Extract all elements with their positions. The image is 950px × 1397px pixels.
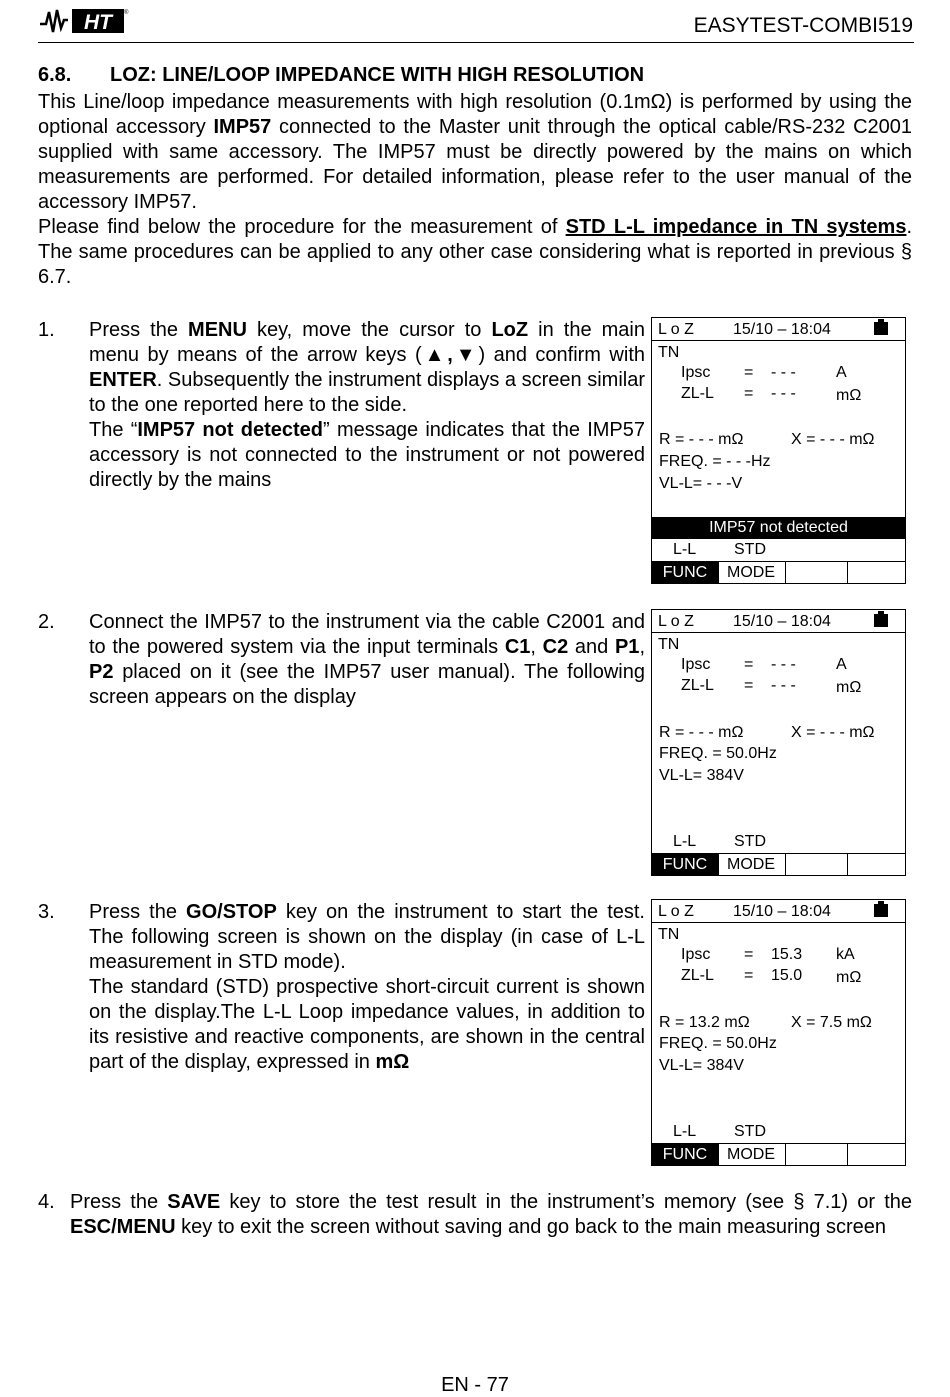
display-function: L o Z bbox=[658, 903, 694, 920]
ipsc-value: - - - bbox=[771, 656, 796, 673]
system-type: TN bbox=[658, 926, 680, 943]
ipsc-unit: kA bbox=[836, 946, 855, 963]
step-1-p2-text-a: The “ bbox=[89, 419, 138, 441]
step-2-bold-a: C1 bbox=[504, 636, 531, 658]
step-2-text-a: Connect the IMP57 to the instrument via the cable C2001 and to the powered system via the input terminals bbox=[89, 611, 645, 658]
instrument-display-2 bbox=[651, 609, 906, 876]
step-number: 1. bbox=[38, 319, 55, 341]
intro-paragraph-2 bbox=[38, 215, 912, 290]
intro-p1-text: This Line/loop impedance measurements with high resolution (0.1mΩ) is performed by using the optional accessory bbox=[38, 91, 912, 138]
step-2-bold-d: P2 bbox=[89, 661, 114, 683]
empty-softkey bbox=[786, 562, 848, 583]
ipsc-label: Ipsc bbox=[681, 946, 711, 963]
empty-softkey bbox=[848, 1144, 907, 1165]
display-header bbox=[652, 610, 905, 633]
step-4-bold-b: ESC/MENU bbox=[70, 1216, 176, 1238]
step-number: 4. bbox=[38, 1191, 55, 1213]
step-1-bold-d: ENTER bbox=[89, 369, 157, 391]
step-2-text-c: and bbox=[568, 636, 615, 658]
step-4-text-c: key to exit the screen without saving and go back to the main measuring screen bbox=[175, 1216, 886, 1238]
intro-p2-text: Please find below the procedure for the measurement of bbox=[38, 216, 566, 238]
step-1-text-b: key, move the cursor to bbox=[246, 319, 492, 341]
zl-value: - - - bbox=[771, 677, 796, 694]
intro-p1-bold: IMP57 bbox=[213, 116, 272, 138]
measurement-type: L-L bbox=[673, 541, 697, 558]
imp57-not-detected-banner: IMP57 not detected bbox=[652, 517, 905, 539]
voltage-value: VL-L= 384V bbox=[659, 1057, 744, 1074]
equals-sign: = bbox=[744, 656, 754, 673]
step-3-p2-bold: mΩ bbox=[375, 1051, 410, 1073]
equals-sign: = bbox=[744, 967, 754, 984]
ipsc-unit: A bbox=[836, 656, 847, 673]
display-header bbox=[652, 900, 905, 923]
display-function: L o Z bbox=[658, 321, 694, 338]
display-datetime: 15/10 – 18:04 bbox=[733, 903, 831, 920]
measurement-mode: STD bbox=[734, 833, 766, 850]
step-number: 3. bbox=[38, 901, 55, 923]
resistance-value: R = - - - mΩ bbox=[659, 724, 744, 741]
intro-p2-text-end: . The same procedures can be applied to any other case considering what is reported in previous § 6.7. bbox=[38, 216, 913, 288]
display-datetime: 15/10 – 18:04 bbox=[733, 613, 831, 630]
voltage-value: VL-L= - - -V bbox=[659, 475, 743, 492]
zl-value: - - - bbox=[771, 385, 796, 402]
instrument-display-1 bbox=[651, 317, 906, 584]
intro-p2-underlined: STD L-L impedance in TN systems bbox=[565, 216, 907, 238]
empty-softkey bbox=[848, 854, 907, 875]
step-1-bold-a: MENU bbox=[188, 319, 247, 341]
equals-sign: = bbox=[744, 364, 754, 381]
step-2-bold-c: P1 bbox=[614, 636, 640, 658]
intro-text bbox=[38, 90, 912, 290]
ipsc-value: - - - bbox=[771, 364, 796, 381]
display-function: L o Z bbox=[658, 613, 694, 630]
step-1-text-a: Press the bbox=[89, 319, 189, 341]
resistance-value: R = - - - mΩ bbox=[659, 431, 744, 448]
zl-unit: mΩ bbox=[836, 969, 862, 986]
step-text bbox=[89, 900, 645, 1075]
mode-softkey[interactable]: MODE bbox=[719, 854, 786, 875]
section-number: 6.8. bbox=[38, 64, 72, 86]
zl-label: ZL-L bbox=[681, 385, 714, 402]
step-4-bold-a: SAVE bbox=[167, 1191, 221, 1213]
display-header bbox=[652, 318, 905, 341]
equals-sign: = bbox=[744, 677, 754, 694]
measurement-mode: STD bbox=[734, 1123, 766, 1140]
step-1-bold-c: ▲,▼ bbox=[421, 344, 479, 366]
step-1-text-d: ) and confirm with bbox=[478, 344, 645, 366]
mode-softkey[interactable]: MODE bbox=[719, 562, 786, 583]
step-2-text-e: placed on it (see the IMP57 user manual). The following screen appears on the display bbox=[89, 661, 645, 708]
empty-softkey bbox=[786, 1144, 848, 1165]
softkey-bar bbox=[652, 853, 905, 875]
svg-text:®: ® bbox=[124, 10, 129, 16]
zl-unit: mΩ bbox=[836, 387, 862, 404]
step-3-text-a: Press the bbox=[89, 901, 187, 923]
ht-logo bbox=[38, 6, 129, 36]
step-text bbox=[89, 318, 645, 493]
step-4-text-b: key to store the test result in the instrument’s memory (see § 7.1) or the bbox=[220, 1191, 912, 1213]
step-number: 2. bbox=[38, 611, 55, 633]
func-softkey[interactable]: FUNC bbox=[652, 854, 719, 875]
softkey-bar bbox=[652, 561, 905, 583]
zl-label: ZL-L bbox=[681, 677, 714, 694]
reactance-value: X = - - - mΩ bbox=[791, 724, 875, 741]
ipsc-label: Ipsc bbox=[681, 656, 711, 673]
reactance-value: X = 7.5 mΩ bbox=[791, 1014, 872, 1031]
func-softkey[interactable]: FUNC bbox=[652, 562, 719, 583]
intro-p1-text-end: connected to the Master unit through the optical cable/RS-232 C2001 supplied with same accessory. The IMP57 must be directly powered by the mains on which measurements are performed. For detailed information, please refer to the user manual of the accessory IMP57. bbox=[38, 116, 913, 213]
header-divider bbox=[38, 42, 914, 43]
zl-unit: mΩ bbox=[836, 679, 862, 696]
instrument-display-3 bbox=[651, 899, 906, 1166]
measurement-mode: STD bbox=[734, 541, 766, 558]
display-datetime: 15/10 – 18:04 bbox=[733, 321, 831, 338]
step-text bbox=[89, 610, 645, 710]
step-4-text-a: Press the bbox=[70, 1191, 168, 1213]
ipsc-label: Ipsc bbox=[681, 364, 711, 381]
zl-value: 15.0 bbox=[771, 967, 803, 984]
step-1-p2-bold: IMP57 not detected bbox=[137, 419, 324, 441]
zl-label: ZL-L bbox=[681, 967, 714, 984]
softkey-bar bbox=[652, 1143, 905, 1165]
system-type: TN bbox=[658, 636, 680, 653]
ipsc-value: 15.3 bbox=[771, 946, 803, 963]
frequency-value: FREQ. = 50.0Hz bbox=[659, 745, 777, 762]
equals-sign: = bbox=[744, 385, 754, 402]
measurement-type: L-L bbox=[673, 1123, 697, 1140]
func-softkey[interactable]: FUNC bbox=[652, 1144, 719, 1165]
mode-softkey[interactable]: MODE bbox=[719, 1144, 786, 1165]
step-text bbox=[70, 1190, 912, 1240]
step-1-text-e: . Subsequently the instrument displays a screen similar to the one reported here to the side. bbox=[89, 369, 645, 416]
step-1-p2-text-b: ” message indicates that the IMP57 accessory is not connected to the instrument or not powered directly by the mains bbox=[89, 419, 645, 491]
document-title: EASYTEST-COMBI519 bbox=[693, 14, 913, 37]
battery-icon bbox=[874, 904, 888, 917]
ipsc-unit: A bbox=[836, 364, 847, 381]
reactance-value: X = - - - mΩ bbox=[791, 431, 875, 448]
step-3-p2-text: The standard (STD) prospective short-circuit current is shown on the display.The L-L Loop impedance values, in addition to its resistive and reactive components, are shown in the central part of the display, expressed in bbox=[89, 976, 645, 1073]
battery-icon bbox=[874, 322, 888, 335]
step-2-text-b: , bbox=[530, 636, 543, 658]
frequency-value: FREQ. = - - -Hz bbox=[659, 453, 771, 470]
svg-text:HT: HT bbox=[84, 11, 112, 34]
resistance-value: R = 13.2 mΩ bbox=[659, 1014, 750, 1031]
measurement-type: L-L bbox=[673, 833, 697, 850]
section-title: LOZ: LINE/LOOP IMPEDANCE WITH HIGH RESOLUTION bbox=[110, 64, 645, 86]
step-3-bold-a: GO/STOP bbox=[186, 901, 277, 923]
system-type: TN bbox=[658, 344, 680, 361]
empty-softkey bbox=[786, 854, 848, 875]
frequency-value: FREQ. = 50.0Hz bbox=[659, 1035, 777, 1052]
battery-icon bbox=[874, 614, 888, 627]
section-heading bbox=[38, 64, 644, 87]
voltage-value: VL-L= 384V bbox=[659, 767, 744, 784]
step-2-bold-b: C2 bbox=[542, 636, 569, 658]
intro-paragraph-1 bbox=[38, 90, 912, 215]
step-1-text-c: in the main menu by means of the arrow keys ( bbox=[89, 319, 645, 366]
empty-softkey bbox=[848, 562, 907, 583]
step-2-text-d: , bbox=[639, 636, 645, 658]
step-1-bold-b: LoZ bbox=[491, 319, 529, 341]
equals-sign: = bbox=[744, 946, 754, 963]
step-3-text-b: key on the instrument to start the test. The following screen is shown on the display (in case of L-L measurement in STD mode). bbox=[89, 901, 645, 973]
page-number: EN - 77 bbox=[441, 1374, 509, 1396]
